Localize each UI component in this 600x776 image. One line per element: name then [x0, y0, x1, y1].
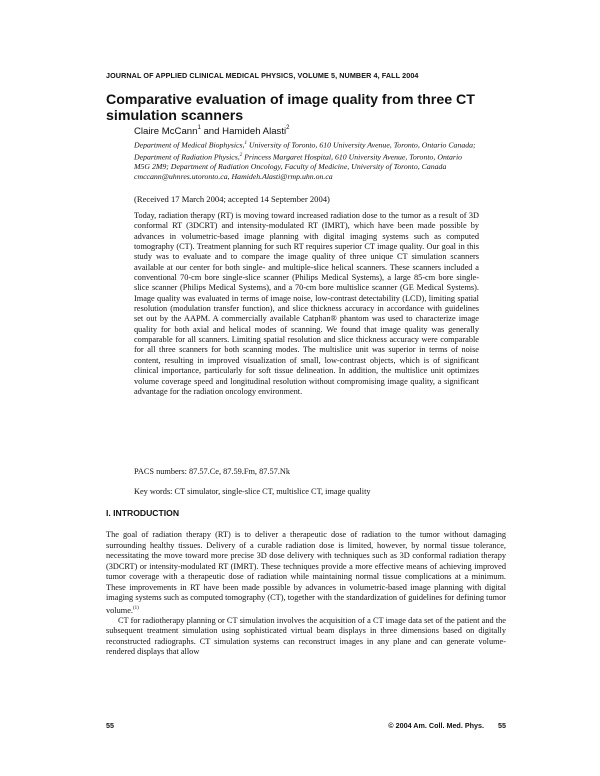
- affiliation-mark: 1: [244, 141, 247, 146]
- affiliation-mark: 2: [239, 152, 243, 158]
- affiliations: [134, 139, 479, 183]
- affiliation-text: University of Toronto, 610 University Avenue, Toronto, Ontario Canada; Department of Radiation Physics,: [134, 140, 476, 162]
- paragraph: [106, 530, 506, 616]
- introduction-body: [106, 530, 506, 658]
- copyright-notice: © 2004 Am. Coll. Med. Phys.: [388, 721, 484, 730]
- affiliation-text: Princess Margaret Hospital, 610 University Avenue, Toronto, Ontario M5G 2M9; Department of Radiation Oncology, Faculty of Medicine, University of Toronto, Canada: [134, 152, 463, 172]
- page-number-right: 55: [498, 721, 506, 730]
- received-dates: (Received 17 March 2004; accepted 14 September 2004): [134, 194, 330, 204]
- abstract: Today, radiation therapy (RT) is moving toward increased radiation dose to the tumor as a result of 3D conformal RT (3DCRT) and intensity-modulated RT (IMRT), which have been made possible by advances in volumetric-based image planning with digital imaging systems such as computed tomography (CT). Treatment planning for such RT requires superior CT image quality. Our goal in this study was to evaluate and to compare the image quality of three unique CT simulation scanners available at our center for both single- and multiple-slice helical scanners. These scanners included a conventional 70-cm bore single-slice scanner (Philips Medical Systems), a large 85-cm bore single-slice scanner (Philips Medical Systems), and a 70-cm bore multislice scanner (GE Medical Systems). Image quality was evaluated in terms of image noise, low-contrast detectability (LCD), limiting spatial resolution (modulation transfer function), and slice thickness accuracy in accordance with guidelines set out by the AAPM. A commercially available Catphan® phantom was used to characterize image quality for both axial and helical modes of scanning. We found that image quality was generally comparable for all scanners. Limiting spatial resolution and slice thickness accuracy were comparable for all three scanners for both scanning modes. The multislice unit was superior in terms of noise content, resulting in improved visualization of small, low-contrast objects, which is of significant clinical importance, particularly for soft tissue delineation. In addition, the multislice unit optimizes volume coverage speed and longitudinal resolution without compromising image quality, a significant advantage for the radiation oncology environment.: [134, 211, 479, 396]
- author-conjunction: and: [200, 126, 223, 137]
- author-affiliation-mark: 2: [286, 125, 290, 131]
- pacs-numbers: PACS numbers: 87.57.Ce, 87.59.Fm, 87.57.Nk: [134, 467, 290, 476]
- author-name: Claire McCann: [134, 126, 198, 137]
- keywords: Key words: CT simulator, single-slice CT, multislice CT, image quality: [134, 487, 371, 496]
- author-emails: cmccann@uhnres.utoronto.ca, Hamideh.Alasti@rmp.uhn.on.ca: [134, 172, 333, 182]
- citation-ref: (1): [132, 605, 139, 611]
- paragraph-text: The goal of radiation therapy (RT) is to deliver a therapeutic dose of radiation to the tumor without damaging surrounding healthy tissues. Delivery of a curable radiation dose is limited, however, by normal tissue tolerance, necessitating the move toward more precise 3D dose delivery with techniques such as 3D conformal radiation therapy (3DCRT) or intensity-modulated RT (IMRT). These techniques provide a more effective means of achieving improved tumor coverage with a therapeutic dose of radiation while maintaining normal tissue complications at a minimum. These improvements in RT have been made possible by advances in volumetric-based image planning with digital imaging systems such as computed tomography (CT), together with the standardization of guidelines for defining tumor volume.: [106, 530, 506, 615]
- page-number-left: 55: [106, 721, 114, 730]
- footer-right: [388, 721, 506, 730]
- section-heading: I. INTRODUCTION: [106, 508, 180, 518]
- journal-header: JOURNAL OF APPLIED CLINICAL MEDICAL PHYSICS, VOLUME 5, NUMBER 4, FALL 2004: [106, 71, 419, 80]
- affiliation-text: Department of Medical Biophysics,: [134, 140, 245, 150]
- article-title: Comparative evaluation of image quality from three CT simulation scanners: [106, 92, 475, 124]
- paragraph: CT for radiotherapy planning or CT simulation involves the acquisition of a CT image data set of the patient and the subsequent treatment simulation using sophisticated virtual beam displays in three dimensions based on digitally reconstructed radiographs. CT simulation systems can reconstruct images in any plane and can generate volume-rendered displays that allow: [106, 615, 506, 657]
- author-name: Hamideh Alasti: [222, 126, 287, 137]
- author-affiliation-mark: 1: [197, 125, 201, 131]
- author-list: [134, 126, 504, 137]
